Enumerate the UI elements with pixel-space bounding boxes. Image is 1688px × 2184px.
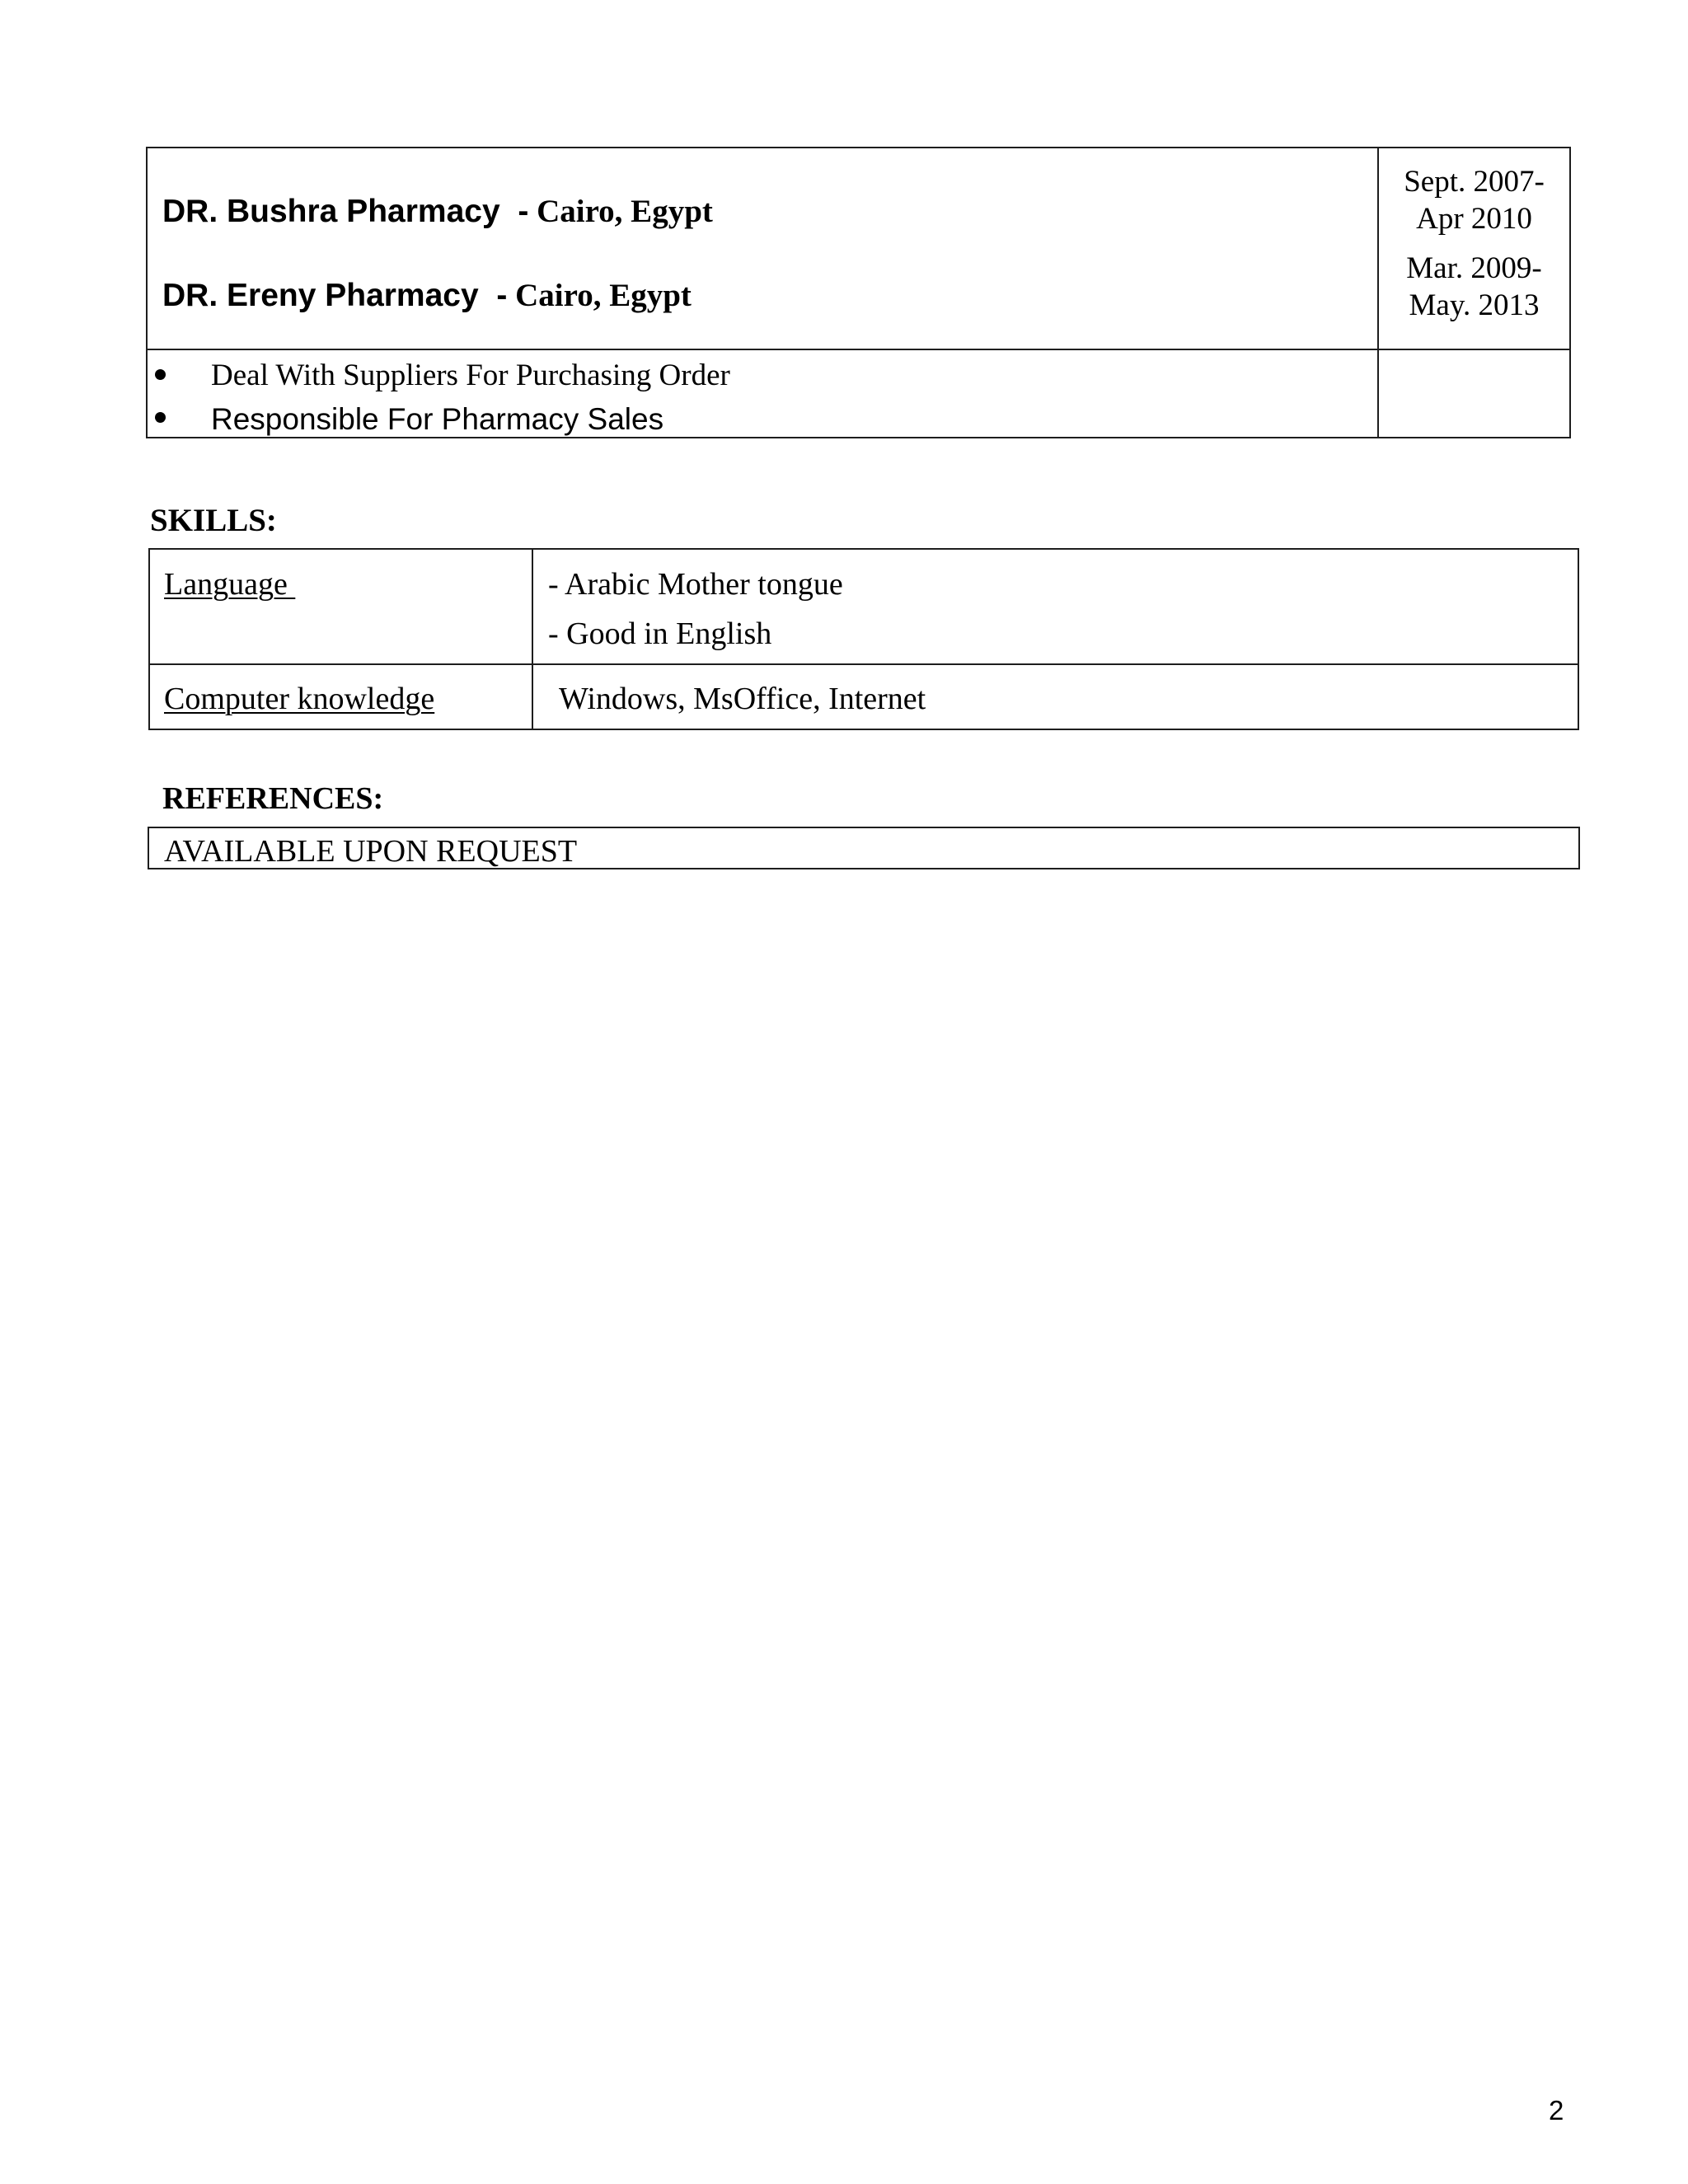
date-range-start: Mar. 2009- xyxy=(1406,251,1542,285)
employer-entry xyxy=(162,195,713,227)
employer-location: Cairo, Egypt xyxy=(515,278,692,313)
separator: - xyxy=(496,278,508,313)
bullet-icon xyxy=(155,369,166,380)
skills-column-divider xyxy=(532,548,533,730)
page-number: 2 xyxy=(1549,2095,1564,2125)
duty-item: Responsible For Pharmacy Sales xyxy=(211,402,664,436)
date-range-start: Sept. 2007- xyxy=(1404,165,1545,199)
date-range-end: Apr 2010 xyxy=(1416,202,1532,236)
employment-dates xyxy=(1379,163,1569,324)
skill-value: - Arabic Mother tongue xyxy=(548,567,843,602)
skills-row-divider xyxy=(148,663,1579,665)
skills-heading: SKILLS: xyxy=(150,503,277,538)
employer-name: DR. Bushra Pharmacy xyxy=(162,194,500,229)
skill-label-language: Language xyxy=(164,567,296,602)
references-value: AVAILABLE UPON REQUEST xyxy=(164,834,578,869)
skill-value: Windows, MsOffice, Internet xyxy=(559,682,926,716)
employer-entry xyxy=(162,279,692,312)
date-range-end: May. 2013 xyxy=(1409,288,1540,322)
references-heading: REFERENCES: xyxy=(162,781,384,816)
experience-row-divider xyxy=(146,349,1571,350)
skill-value: - Good in English xyxy=(548,616,772,651)
bullet-icon xyxy=(155,412,166,423)
employer-location: Cairo, Egypt xyxy=(537,194,713,229)
skill-label-computer: Computer knowledge xyxy=(164,682,435,716)
duty-item: Deal With Suppliers For Purchasing Order xyxy=(211,359,730,392)
employer-name: DR. Ereny Pharmacy xyxy=(162,278,479,313)
separator: - xyxy=(518,194,529,229)
